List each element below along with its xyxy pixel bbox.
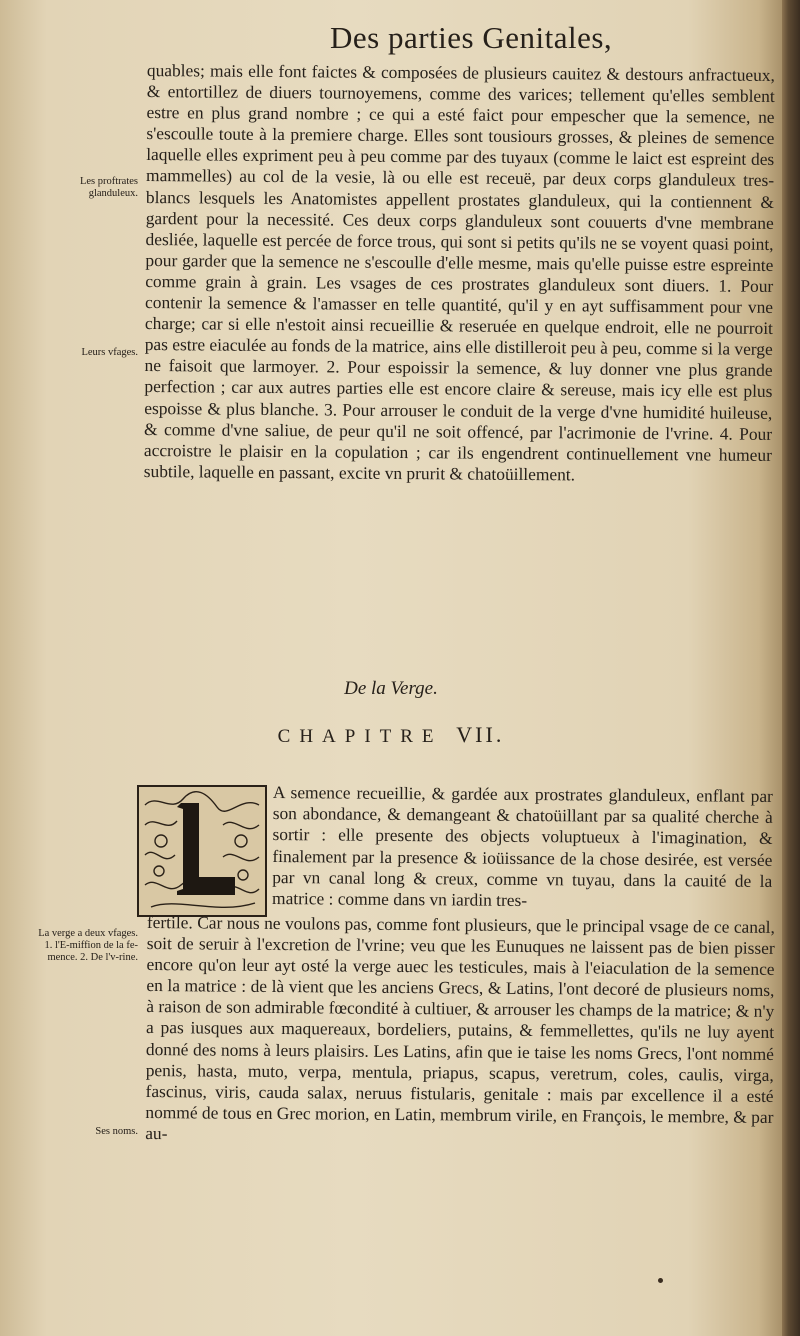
running-head: Des parties Genitales, <box>330 20 613 55</box>
chapter-heading <box>0 722 782 748</box>
paragraph-prostrates: quables; mais elle font faictes & composées de plusieurs cauitez & destours anfractueux, & entortillez de diuers tournoyemens, comme des varices; tellement qu'elles semblent estre en plus grand nombre ; ce qui a esté faict pour empescher que la semence, ne s'escoulle toute à la premiere charge. Elles sont tousiours grosses, & pleines de semence laquelle elles expriment peu à peu comme par des tuyaux (comme le laict est espreint des mammelles) au col de la vesie, là ou elle est receuë, par deux corps glanduleux tres-blancs lesquels les Anatomistes appellent prostates glanduleux, qui la contiennent & gardent pour la necessité. Ces deux corps glanduleux sont couuerts d'vne membrane desliée, laquelle est percée de force trous, qui sont si petits qu'ils ne se voyent quasi point, pour garder que la semence ne s'escoulle d'elle mesme, mais qu'elle puisse estre espreinte comme grain à grain. Les vsages de ces prostrates glanduleux sont diuers. 1. Pour contenir la semence & l'amasser en telle quantité, qu'il y en ayt suffisamment pour vne charge; car si elle n'estoit ainsi recueillie & reseruée en quelque endroit, elle ne pourroit pas estre eiaculée au fonds de la matrice, ains elle distilleroit peu à peu, comme si la verge ne faisoit que larmoyer. 2. Pour espoissir la semence, & luy donner vne plus grande perfection ; car aux autres parties elle est encore claire & sereuse, mais icy elle est plus espoisse & plus blanche. 3. Pour arrouser le conduit de la verge d'vne humidité huileuse, & comme d'vne saliue, de peur qu'il ne soit offencé, par l'acrimonie de l'vrine. 4. Pour accroistre le plaisir en la copulation ; car ils engendrent continuellement vne humeur subtile, laquelle en passant, excite vn prurit & chatoüillement. <box>143 60 775 485</box>
section-title: De la Verge. <box>344 678 438 699</box>
paragraph-verge-continued: fertile. Car nous ne voulons pas, comme font plusieurs, que le principal vsage de ce canal, soit de seruir à l'excretion de l'vrine; veu que les Eunuques ne laissent pas de bien pisser encore qu'on leur ayt osté la verge auec les testicules, mais à l'eiaculation de la semence en la matrice : de là vient que les anciens Grecs, & Latins, l'ont decoré de plusieurs noms, à raison de son admirable fœcondité à cultiuer, & arrouser les champs de la matrice; & n'y a pas iusques aux maquereaux, bordeliers, putains, & femmellettes, qu'ils ne luy ayent donné des noms à leurs plaisirs. Les Latins, afin que ie taise les noms Grecs, l'ont nommé penis, hasta, muto, verpa, mentula, priapus, scapus, veretrum, coles, caulis, virga, fascinus, viris, cauda salax, neruus fistularis, genitale : mais par excellence il a esté nommé de tous en Grec morion, en Latin, membrum virile, en François, le membre, & par au- <box>145 912 775 1144</box>
chapter-number: VII. <box>456 722 505 747</box>
paragraph-verge-opening: A semence recueillie, & gardée aux prostrates glanduleux, enflant par son abondance, & demangeant & chatoüillant par sa qualité cherche à sortir : elle presente des objects voluptueux à l'imagination, & finalement par la presence & ioüissance de la chose desirée, est versée par vn canal long & creux, comme vn tuyau, dans la cauité de la matrice : comme dans vn iardin tres- <box>272 782 773 911</box>
margin-note-noms: Ses noms. <box>95 1126 138 1137</box>
chapter-word: CHAPITRE <box>277 726 443 747</box>
margin-note-usages: Leurs vfages. <box>81 347 138 358</box>
ink-mark <box>658 1278 663 1283</box>
margin-note-prostrates: Les proftrates glanduleux. <box>79 176 138 199</box>
margin-note-verge: La verge a deux vfages. 1. l'E-miffion de la fe-mence. 2. De l'v-rine. <box>38 928 138 963</box>
page-edge <box>782 0 800 1336</box>
decorated-initial <box>137 785 267 917</box>
